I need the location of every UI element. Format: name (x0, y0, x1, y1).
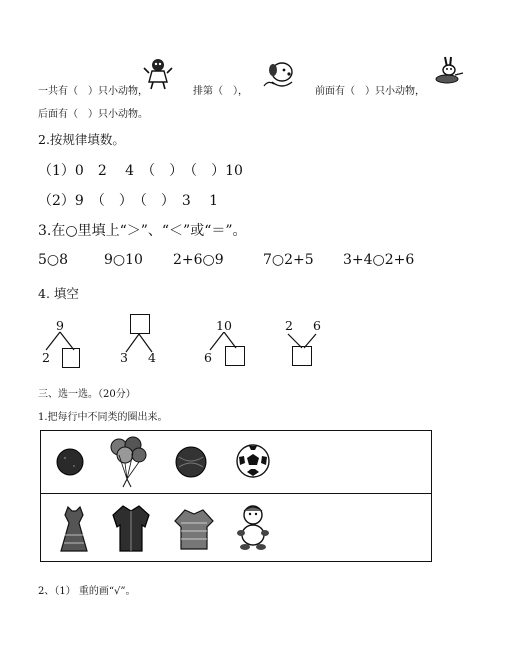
animal-puppy-icon (262, 60, 298, 90)
count-total-text: 一共有（ ）只小动物， (38, 86, 148, 97)
stuffed-toy-icon[interactable] (233, 503, 273, 553)
tree1-top: 9 (56, 318, 64, 333)
compare-item-4: 7○2+5 (263, 252, 314, 268)
tree4-top-left: 2 (285, 318, 293, 333)
compare-title: 3.在○里填上“＞”、“＜”或“＝”。 (38, 223, 247, 239)
heavy-question: 2、（1） 重的画“√”。 (38, 586, 136, 597)
pattern-title: 2.按规律填数。 (38, 132, 125, 147)
tree4-answer-box[interactable] (292, 346, 312, 366)
tree4-top-right: 6 (313, 318, 321, 333)
count-front-text: 前面有（ ）只小动物， (315, 86, 425, 97)
tree3-left: 6 (204, 350, 212, 365)
count-behind-text: 后面有（ ）只小动物。 (38, 109, 148, 120)
compare-item-1: 5○8 (38, 252, 69, 268)
tree3-top: 10 (216, 318, 232, 333)
tree2-left: 3 (120, 350, 128, 365)
compare-item-3: 2+6○9 (173, 252, 224, 268)
fill-blank-title: 4. 填空 (38, 286, 79, 301)
part3-heading: 三、选一选。（20分） (38, 389, 136, 400)
tree1-answer-box[interactable] (62, 348, 80, 368)
dark-ball-icon[interactable] (173, 445, 209, 479)
balloons-icon[interactable] (103, 435, 151, 489)
table-divider (41, 493, 431, 494)
odd-one-out-table (40, 430, 432, 562)
pattern-line-1: （1）0 2 4 （ ） （ ）10 (38, 163, 243, 179)
compare-item-5: 3+4○2+6 (343, 252, 415, 268)
animal-monkey-icon (143, 56, 173, 90)
dress-icon[interactable] (59, 505, 89, 555)
animal-rabbit-icon (433, 55, 465, 85)
jacket-icon[interactable] (111, 503, 151, 555)
tree3-answer-box[interactable] (225, 346, 245, 366)
compare-item-2: 9○10 (104, 252, 143, 268)
dark-ball-icon[interactable] (55, 447, 85, 477)
tree2-right: 4 (148, 350, 156, 365)
rank-text: 排第（ ）， (193, 86, 248, 97)
tree2-answer-box[interactable] (130, 314, 150, 334)
odd-one-out-question: 1.把每行中不同类的圈出来。 (38, 412, 168, 423)
soccer-ball-icon[interactable] (235, 443, 271, 479)
pattern-line-2: （2）9 （ ） （ ） 3 1 (38, 193, 219, 209)
tree1-left: 2 (42, 350, 50, 365)
sweater-icon[interactable] (173, 507, 215, 551)
